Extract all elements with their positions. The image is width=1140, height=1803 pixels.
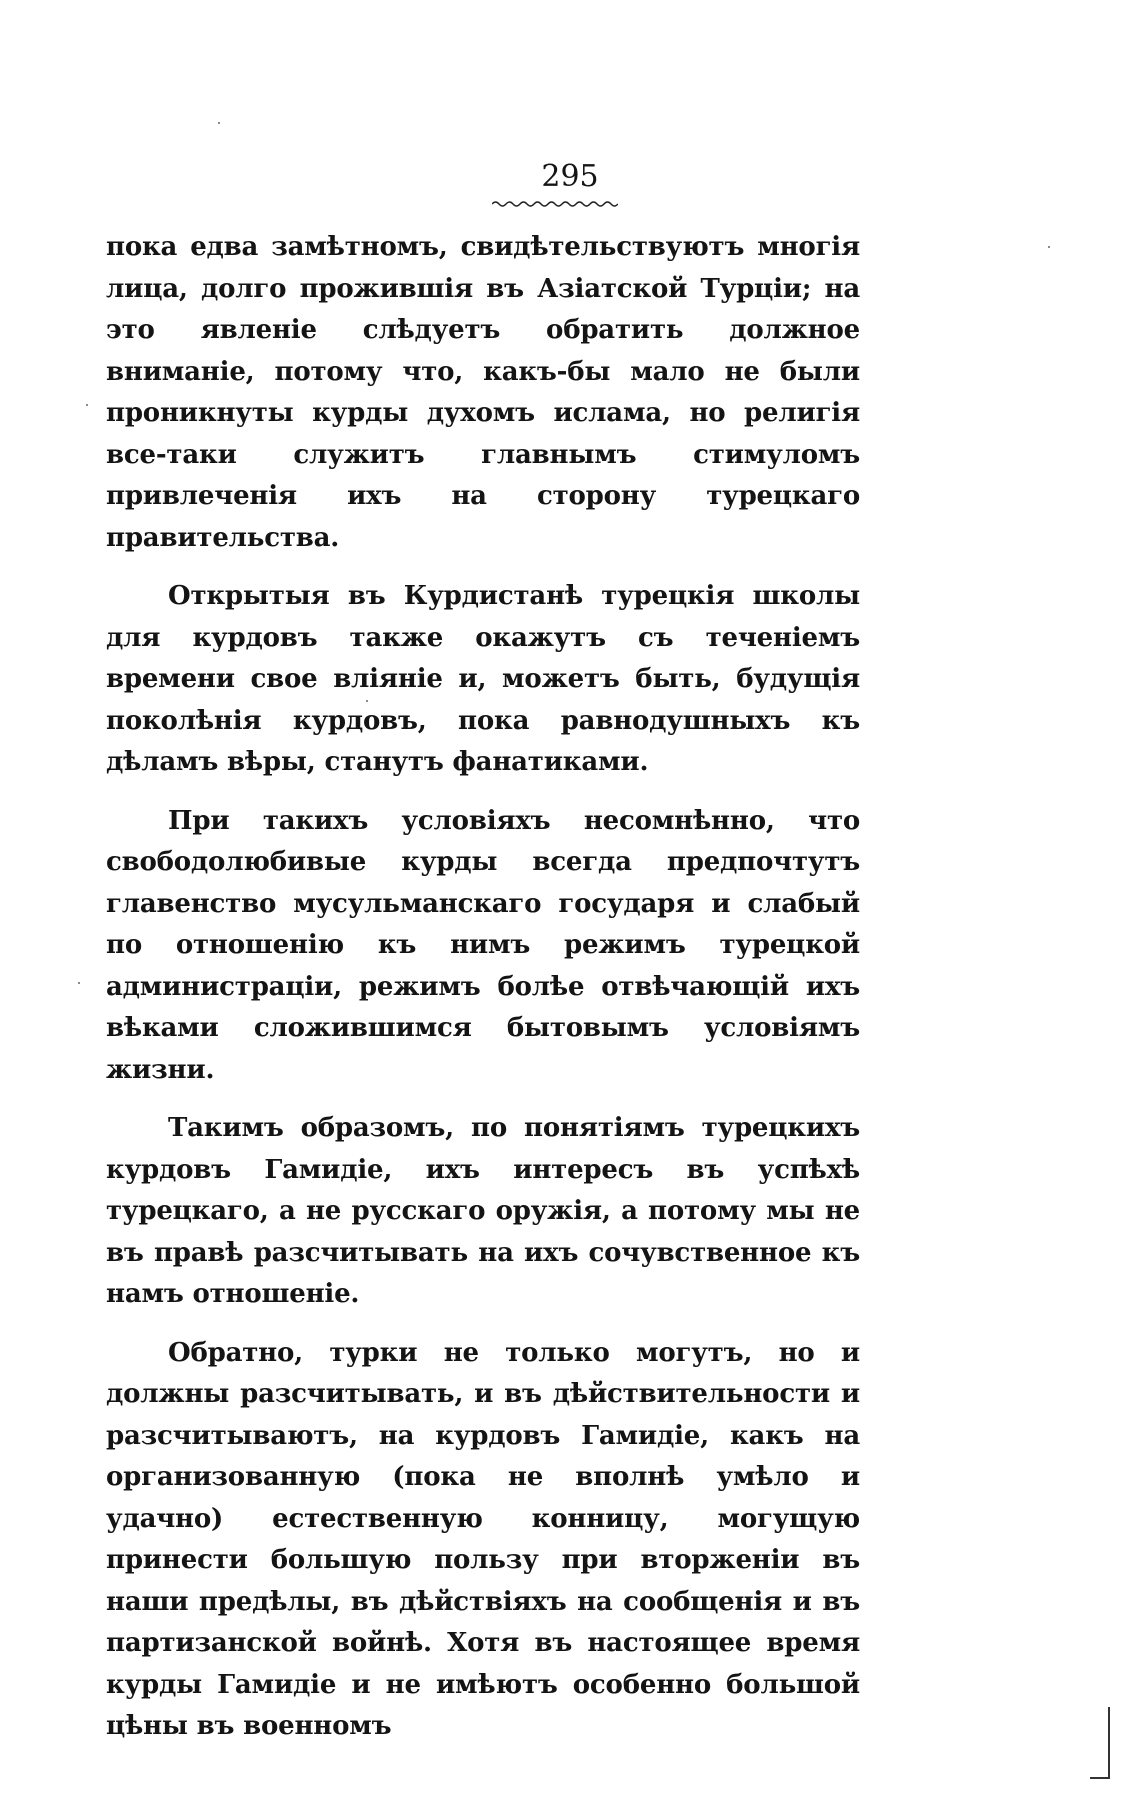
- scan-speck: [218, 122, 220, 124]
- page-number: 295: [541, 159, 599, 194]
- scan-speck: [366, 700, 368, 702]
- paragraph: Открытыя въ Курдистанѣ турецкія школы для курдовъ также окажутъ съ теченіемъ времени свое вліяніе и, можетъ быть, будущія поколѣнія курдовъ, пока равнодушныхъ къ дѣламъ вѣры, станутъ фанатиками.: [106, 581, 860, 777]
- scan-speck: [78, 982, 80, 984]
- paragraph: Обратно, турки не только могутъ, но и должны разсчитывать, и въ дѣйствительности и разсчитываютъ, на курдовъ Гамидіе, какъ на организованную (пока не вполнѣ умѣло и удачно) естественную конницу, могущую принести большую пользу при вторженіи въ наши предѣлы, въ дѣйствіяхъ на сообщенія и въ партизанской войнѣ. Хотя въ настоящее время курды Гамидіе и не имѣютъ особенно большой цѣны въ военномъ: [106, 1337, 860, 1741]
- paragraph: пока едва замѣтномъ, свидѣтельствуютъ многія лица, долго прожившія въ Азіатской Турціи; на это явленіе слѣдуетъ обратить должное вниманіе, потому что, какъ-бы мало не были проникнуты курды духомъ ислама, но религія все-таки служитъ главнымъ стимуломъ привлеченія ихъ на сторону турецкаго правительства.: [106, 232, 860, 553]
- scan-speck: [1048, 246, 1050, 248]
- scan-speck: [86, 404, 88, 406]
- text-block: [106, 227, 860, 1765]
- paragraph: Такимъ образомъ, по понятіямъ турецкихъ курдовъ Гамидіе, ихъ интересъ въ успѣхѣ турецкаго, а не русскаго оружія, а потому мы не въ правѣ разсчитывать на ихъ сочувственное къ намъ отношеніе.: [106, 1113, 860, 1309]
- margin-mark: [1090, 1707, 1110, 1779]
- page-number-rule: [492, 200, 618, 208]
- paragraph: При такихъ условіяхъ несомнѣнно, что свободолюбивые курды всегда предпочтутъ главенство мусульманскаго государя и слабый по отношенію къ нимъ режимъ турецкой администраціи, режимъ болѣе отвѣчающій ихъ вѣками сложившимся бытовымъ условіямъ жизни.: [106, 805, 860, 1085]
